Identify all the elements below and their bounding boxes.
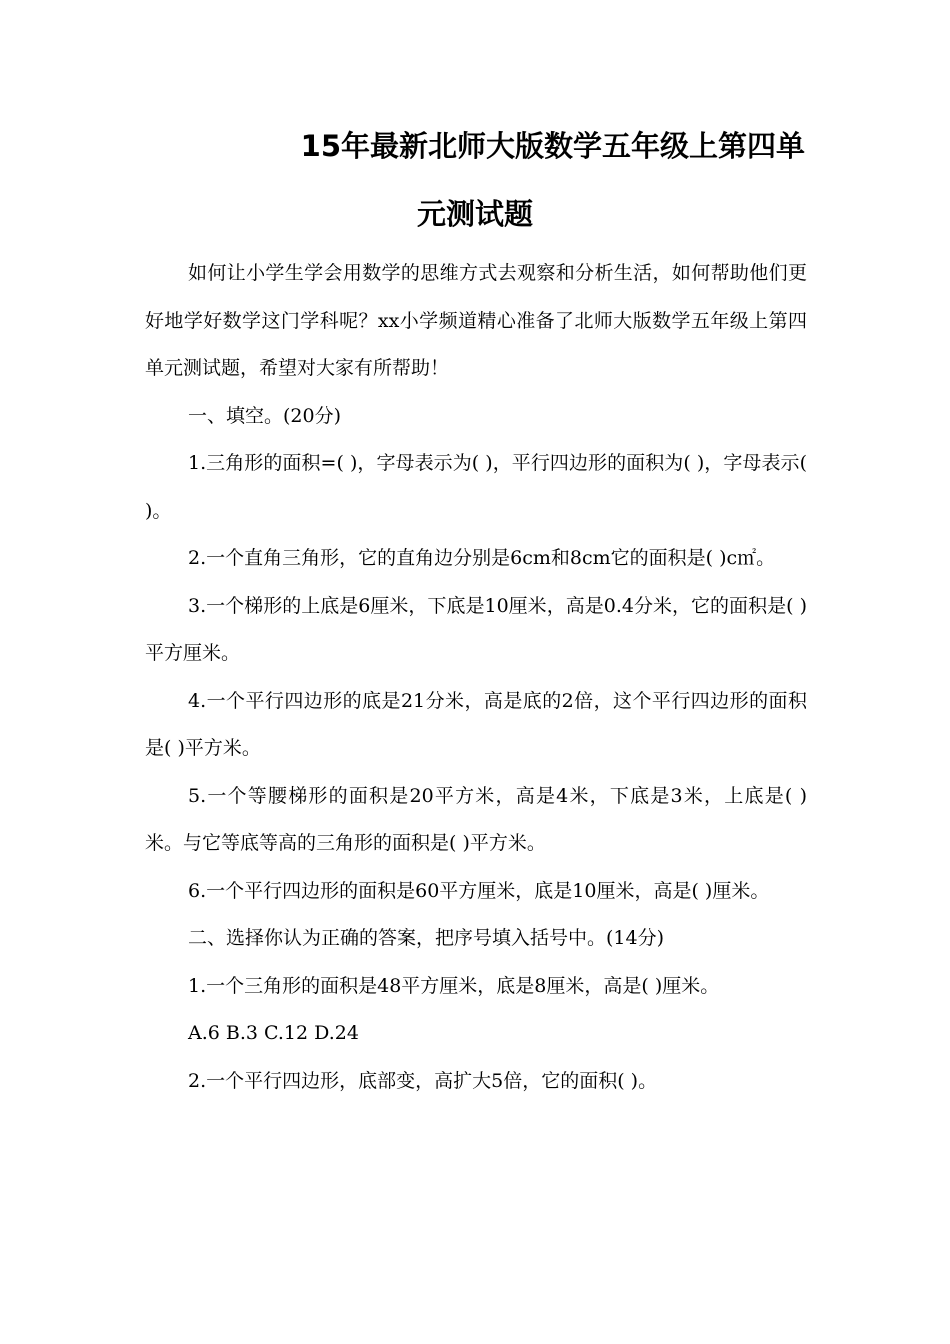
title-line-2: 元测试题 — [416, 197, 533, 231]
question-1-5: 5.一个等腰梯形的面积是20平方米，高是4米，下底是3米，上底是( )米。与它等底等高的三角形的面积是( )平方米。 — [145, 784, 807, 854]
question-2-2: 2.一个平行四边形，底部变，高扩大5倍，它的面积( )。 — [188, 1069, 658, 1092]
question-1-2: 2.一个直角三角形，它的直角边分别是6cm和8cm它的面积是( )c㎡。 — [188, 547, 776, 569]
question-2-1: 1.一个三角形的面积是48平方厘米，底是8厘米，高是( )厘米。 — [188, 974, 720, 997]
question-1-1: 1.三角形的面积=( )，字母表示为( )，平行四边形的面积为( )，字母表示( )。 — [145, 452, 807, 522]
section-heading-multiple-choice: 二、选择你认为正确的答案，把序号填入括号中。(14分) — [188, 927, 665, 949]
question-2-1-options: A.6 B.3 C.12 D.24 — [188, 1022, 359, 1044]
section-heading-fill-blank: 一、填空。(20分) — [188, 404, 342, 427]
document-body — [145, 250, 807, 1105]
question-1-3: 3.一个梯形的上底是6厘米，下底是10厘米，高是0.4分米，它的面积是( )平方厘米。 — [145, 594, 807, 664]
document-title — [145, 112, 805, 248]
question-1-4: 4.一个平行四边形的底是21分米，高是底的2倍，这个平行四边形的面积 是( )平方米。 — [145, 689, 807, 759]
intro-paragraph: 如何让小学生学会用数学的思维方式去观察和分析生活，如何帮助他们更好地学好数学这门学科呢？xx小学频道精心准备了北师大版数学五年级上第四单元测试题，希望对大家有所帮助！ — [145, 262, 807, 379]
question-1-6: 6.一个平行四边形的面积是60平方厘米，底是10厘米，高是( )厘米。 — [188, 879, 770, 902]
title-line-1: 15年最新北师大版数学五年级上第四单 — [300, 129, 805, 163]
